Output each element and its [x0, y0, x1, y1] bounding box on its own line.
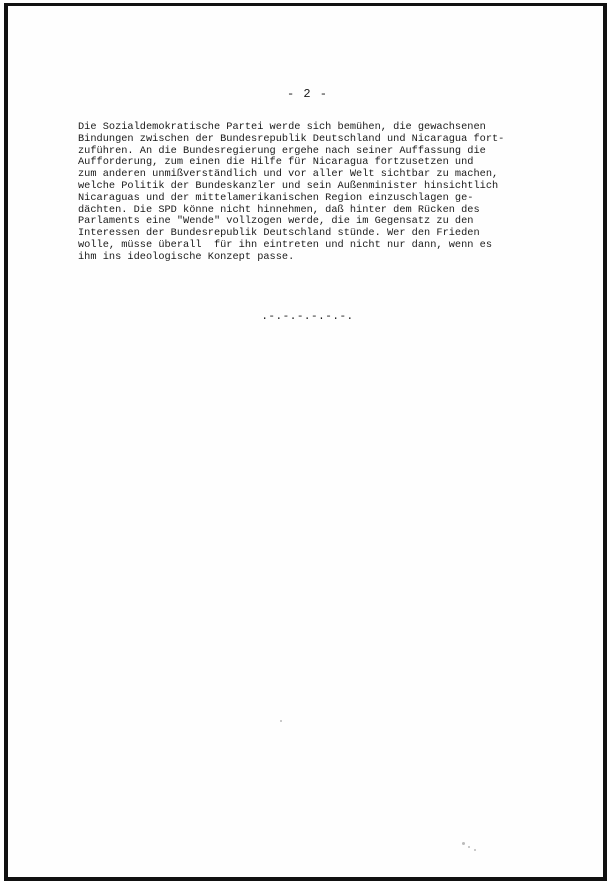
paragraph-line: Parlaments eine "Wende" vollzogen werde, die im Gegensatz zu den	[78, 215, 474, 228]
section-separator: .-.-.-.-.-.-.	[261, 311, 354, 323]
paragraph-line: Bindungen zwischen der Bundesrepublik Deutschland und Nicaragua fort-	[78, 132, 505, 145]
paragraph-line: ihm ins ideologische Konzept passe.	[78, 250, 295, 263]
paragraph-line: zuführen. An die Bundesregierung ergehe nach seiner Auffassung die	[78, 144, 486, 157]
paragraph-line: welche Politik der Bundeskanzler und sein Außenminister hinsichtlich	[78, 179, 499, 192]
scan-speck	[462, 842, 465, 845]
paragraph-line: Aufforderung, zum einen die Hilfe für Nicaragua fortzusetzen und	[78, 156, 474, 169]
paragraph-line: Die Sozialdemokratische Partei werde sich bemühen, die gewachsenen	[78, 121, 486, 133]
paragraph-line: Interessen der Bundesrepublik Deutschland stünde. Wer den Frieden	[78, 227, 480, 240]
paragraph-line: zum anderen unmißverständlich und vor aller Welt sichtbar zu machen,	[78, 168, 499, 181]
scan-speck	[280, 720, 282, 722]
scan-speck	[468, 846, 470, 848]
scan-speck	[474, 849, 476, 851]
paragraph-line: Nicaraguas und der mittelamerikanischen Region einzuschlagen ge-	[78, 191, 474, 204]
paragraph-line: wolle, müsse überall für ihn eintreten und nicht nur dann, wenn es	[78, 238, 493, 251]
body-paragraph	[78, 122, 558, 264]
paragraph-line: dächten. Die SPD könne nicht hinnehmen, daß hinter dem Rücken des	[78, 203, 480, 216]
page-number: - 2 -	[286, 87, 328, 101]
